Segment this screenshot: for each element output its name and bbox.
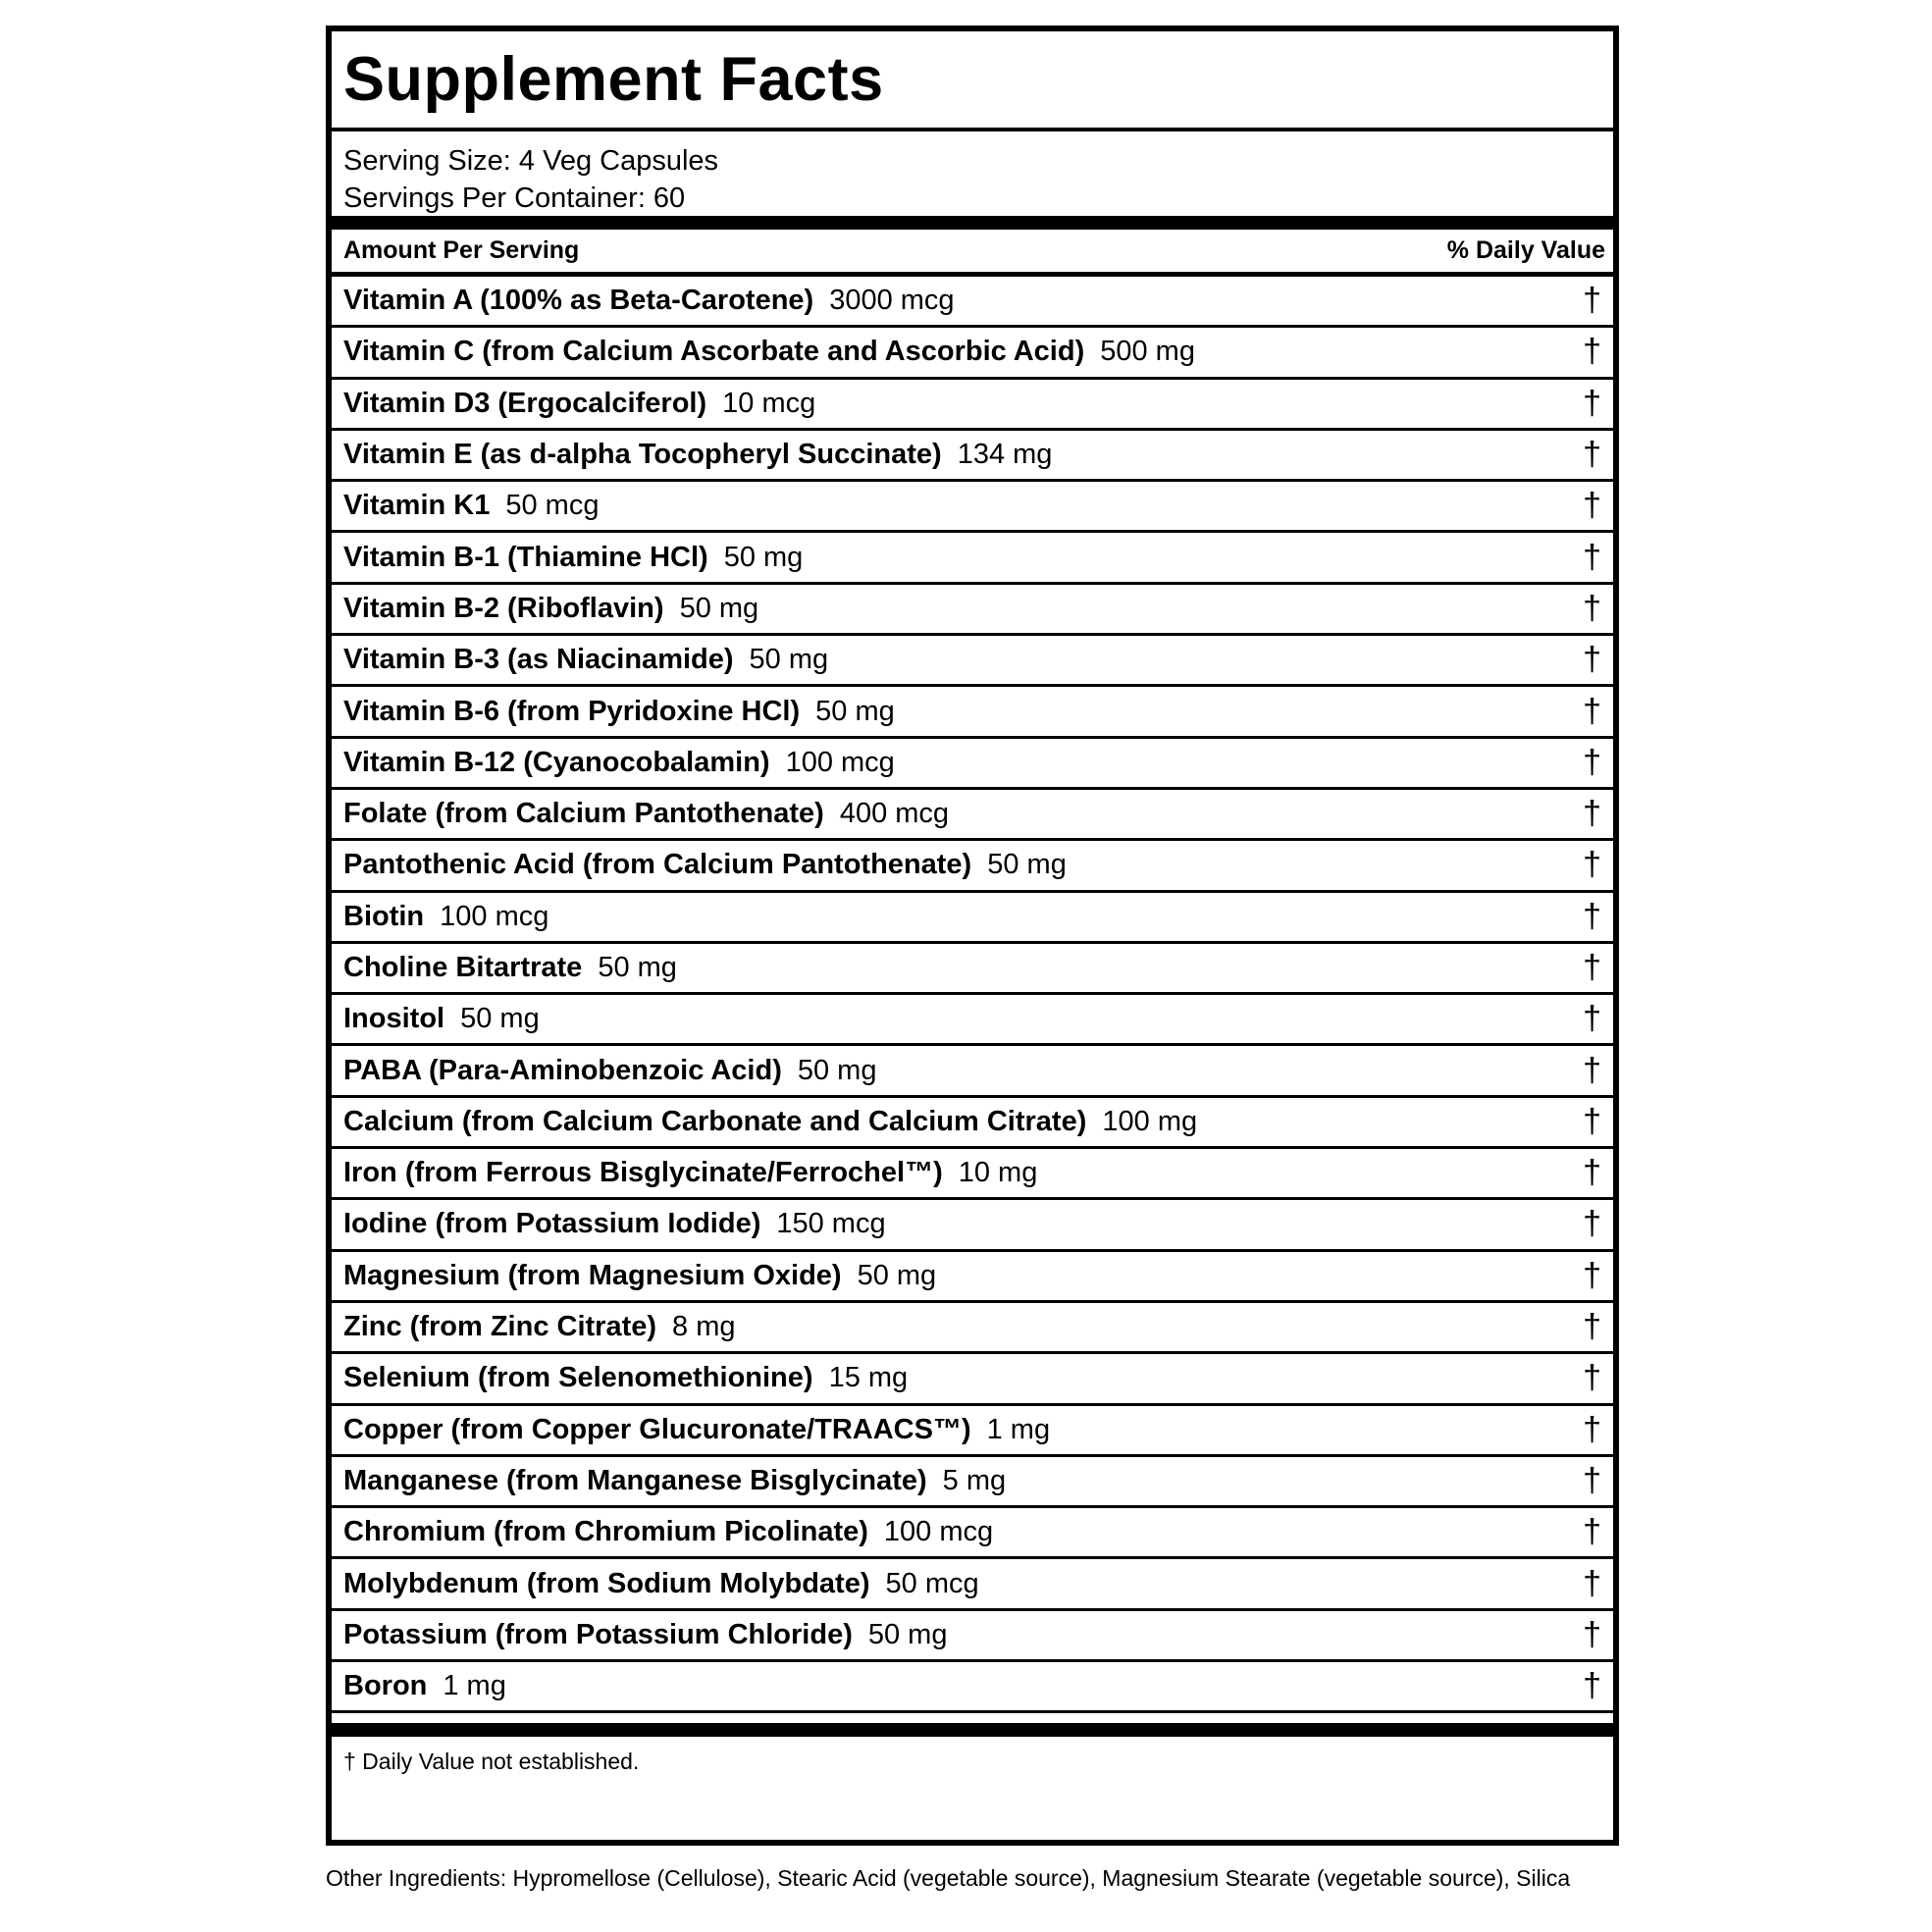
nutrient-row bbox=[332, 585, 1613, 636]
nutrient-amount: 15 mg bbox=[828, 1362, 909, 1394]
nutrient-amount: 400 mcg bbox=[839, 798, 950, 830]
nutrient-name: Calcium (from Calcium Carbonate and Calcium Citrate) bbox=[343, 1105, 1087, 1137]
nutrient-amount: 150 mcg bbox=[776, 1208, 886, 1240]
nutrient-name: Vitamin K1 bbox=[343, 490, 491, 522]
nutrient-amount: 3000 mcg bbox=[829, 285, 955, 317]
nutrient-row bbox=[332, 1406, 1613, 1457]
nutrient-row bbox=[332, 431, 1613, 482]
nutrient-amount: 500 mg bbox=[1100, 336, 1195, 368]
nutrient-label bbox=[343, 1362, 908, 1394]
nutrient-label bbox=[343, 1414, 1050, 1446]
nutrient-amount: 50 mg bbox=[598, 952, 677, 983]
daily-value-dagger: † bbox=[1583, 1564, 1601, 1602]
nutrient-label bbox=[343, 1260, 936, 1292]
daily-value-dagger: † bbox=[1583, 1513, 1601, 1551]
end-spacer bbox=[332, 1713, 1613, 1723]
nutrient-row bbox=[332, 533, 1613, 584]
nutrient-name: Vitamin C (from Calcium Ascorbate and Ascorbic Acid) bbox=[343, 336, 1085, 368]
nutrient-row bbox=[332, 790, 1613, 841]
daily-value-dagger: † bbox=[1583, 1359, 1601, 1397]
daily-value-dagger: † bbox=[1583, 1154, 1601, 1192]
nutrient-label bbox=[343, 1208, 886, 1240]
nutrient-name: Folate (from Calcium Pantothenate) bbox=[343, 798, 824, 830]
daily-value-dagger: † bbox=[1583, 743, 1601, 781]
amount-per-serving-heading: Amount Per Serving bbox=[343, 236, 580, 264]
nutrient-name: Copper (from Copper Glucuronate/TRAACS™) bbox=[343, 1413, 971, 1445]
nutrient-amount: 100 mcg bbox=[440, 900, 549, 932]
daily-value-dagger: † bbox=[1583, 1308, 1601, 1346]
supplement-facts-panel bbox=[326, 26, 1619, 1846]
nutrient-row bbox=[332, 636, 1613, 687]
nutrient-label bbox=[343, 1157, 1037, 1189]
nutrient-label bbox=[343, 490, 599, 522]
nutrient-row bbox=[332, 1252, 1613, 1303]
nutrient-label bbox=[343, 798, 949, 830]
nutrient-label bbox=[343, 747, 895, 779]
daily-value-dagger: † bbox=[1583, 384, 1601, 422]
nutrient-name: Vitamin B-12 (Cyanocobalamin) bbox=[343, 746, 770, 778]
nutrient-name: Vitamin E (as d-alpha Tocopheryl Succinate) bbox=[343, 439, 942, 471]
daily-value-dagger: † bbox=[1583, 1410, 1601, 1448]
nutrient-name: Potassium (from Potassium Chloride) bbox=[343, 1618, 853, 1650]
daily-value-dagger: † bbox=[1583, 487, 1601, 525]
nutrient-label bbox=[343, 542, 803, 574]
daily-value-dagger: † bbox=[1583, 538, 1601, 576]
nutrient-name: Vitamin B-1 (Thiamine HCl) bbox=[343, 541, 708, 573]
nutrient-amount: 50 mg bbox=[987, 849, 1067, 881]
daily-value-dagger: † bbox=[1583, 1667, 1601, 1705]
daily-value-dagger: † bbox=[1583, 1615, 1601, 1653]
nutrient-row bbox=[332, 1508, 1613, 1559]
daily-value-dagger: † bbox=[1583, 1205, 1601, 1243]
daily-value-dagger: † bbox=[1583, 641, 1601, 679]
nutrient-amount: 50 mg bbox=[797, 1054, 877, 1086]
nutrient-row bbox=[332, 1354, 1613, 1405]
nutrient-row bbox=[332, 380, 1613, 431]
nutrient-label bbox=[343, 439, 1052, 471]
nutrient-row bbox=[332, 739, 1613, 790]
column-header bbox=[332, 230, 1613, 277]
nutrient-amount: 50 mcg bbox=[505, 490, 600, 522]
nutrient-label bbox=[343, 336, 1195, 368]
nutrient-name: Vitamin A (100% as Beta-Carotene) bbox=[343, 285, 814, 317]
daily-value-dagger: † bbox=[1583, 589, 1601, 627]
other-ingredients: Other Ingredients: Hypromellose (Cellulose), Stearic Acid (vegetable source), Magnesium Stearate (vegetable source), Silica bbox=[326, 1865, 1571, 1891]
daily-value-heading: % Daily Value bbox=[1446, 236, 1605, 264]
nutrient-row bbox=[332, 841, 1613, 892]
nutrient-amount: 50 mg bbox=[857, 1259, 937, 1291]
nutrient-amount: 10 mcg bbox=[722, 387, 816, 419]
nutrient-amount: 100 mg bbox=[1102, 1105, 1198, 1137]
nutrient-name: PABA (Para-Aminobenzoic Acid) bbox=[343, 1054, 782, 1086]
nutrient-row bbox=[332, 482, 1613, 533]
nutrient-name: Magnesium (from Magnesium Oxide) bbox=[343, 1259, 842, 1291]
nutrient-label bbox=[343, 1619, 947, 1651]
nutrient-label bbox=[343, 952, 677, 984]
nutrient-name: Selenium (from Selenomethionine) bbox=[343, 1362, 813, 1394]
nutrient-amount: 8 mg bbox=[672, 1311, 736, 1343]
nutrient-name: Boron bbox=[343, 1670, 428, 1702]
nutrient-list bbox=[332, 277, 1613, 1713]
nutrient-label bbox=[343, 901, 548, 933]
nutrient-row bbox=[332, 1046, 1613, 1097]
nutrient-row bbox=[332, 1200, 1613, 1251]
nutrient-name: Pantothenic Acid (from Calcium Pantothenate) bbox=[343, 849, 972, 881]
nutrient-row bbox=[332, 277, 1613, 328]
nutrient-label bbox=[343, 696, 895, 728]
nutrient-name: Zinc (from Zinc Citrate) bbox=[343, 1311, 657, 1343]
nutrient-amount: 1 mg bbox=[986, 1413, 1051, 1445]
nutrient-label bbox=[343, 593, 758, 625]
nutrient-amount: 50 mcg bbox=[885, 1567, 979, 1599]
daily-value-dagger: † bbox=[1583, 795, 1601, 833]
nutrient-label bbox=[343, 388, 815, 420]
daily-value-dagger: † bbox=[1583, 1102, 1601, 1140]
nutrient-name: Manganese (from Manganese Bisglycinate) bbox=[343, 1464, 927, 1496]
footnote-divider bbox=[332, 1723, 1613, 1737]
footnote: † Daily Value not established. bbox=[343, 1749, 640, 1775]
nutrient-label bbox=[343, 1106, 1197, 1138]
nutrient-row bbox=[332, 1457, 1613, 1508]
nutrient-row bbox=[332, 1611, 1613, 1662]
nutrient-row bbox=[332, 1559, 1613, 1610]
nutrient-amount: 134 mg bbox=[957, 439, 1053, 471]
servings-per-container: Servings Per Container: 60 bbox=[343, 183, 686, 214]
daily-value-dagger: † bbox=[1583, 1051, 1601, 1089]
nutrient-row bbox=[332, 995, 1613, 1046]
nutrient-amount: 50 mg bbox=[867, 1618, 948, 1650]
nutrient-row bbox=[332, 893, 1613, 944]
nutrient-row bbox=[332, 687, 1613, 738]
nutrient-name: Vitamin D3 (Ergocalciferol) bbox=[343, 387, 707, 419]
nutrient-amount: 50 mg bbox=[723, 541, 804, 573]
serving-info bbox=[332, 131, 1613, 230]
daily-value-dagger: † bbox=[1583, 1256, 1601, 1294]
nutrient-row bbox=[332, 328, 1613, 379]
daily-value-dagger: † bbox=[1583, 949, 1601, 986]
nutrient-label bbox=[343, 1568, 979, 1600]
daily-value-dagger: † bbox=[1583, 436, 1601, 474]
nutrient-row bbox=[332, 1149, 1613, 1200]
serving-size: Serving Size: 4 Veg Capsules bbox=[343, 145, 719, 177]
daily-value-dagger: † bbox=[1583, 1000, 1601, 1038]
nutrient-name: Vitamin B-2 (Riboflavin) bbox=[343, 592, 664, 624]
nutrient-name: Biotin bbox=[343, 900, 425, 932]
daily-value-dagger: † bbox=[1583, 333, 1601, 371]
nutrient-name: Molybdenum (from Sodium Molybdate) bbox=[343, 1567, 870, 1599]
nutrient-name: Iodine (from Potassium Iodide) bbox=[343, 1208, 761, 1240]
nutrient-amount: 1 mg bbox=[443, 1670, 506, 1702]
nutrient-label bbox=[343, 849, 1067, 881]
daily-value-dagger: † bbox=[1583, 282, 1601, 320]
nutrient-row bbox=[332, 1098, 1613, 1149]
nutrient-label bbox=[343, 1516, 993, 1548]
nutrient-row bbox=[332, 1303, 1613, 1354]
daily-value-dagger: † bbox=[1583, 846, 1601, 884]
nutrient-row bbox=[332, 944, 1613, 995]
nutrient-name: Iron (from Ferrous Bisglycinate/Ferrochel™) bbox=[343, 1157, 943, 1189]
nutrient-name: Chromium (from Chromium Picolinate) bbox=[343, 1516, 868, 1548]
nutrient-label bbox=[343, 1311, 736, 1343]
nutrient-name: Inositol bbox=[343, 1003, 445, 1035]
nutrient-amount: 50 mg bbox=[815, 695, 895, 727]
panel-title: Supplement Facts bbox=[332, 31, 1613, 131]
nutrient-amount: 50 mg bbox=[460, 1003, 540, 1035]
nutrient-amount: 100 mcg bbox=[883, 1516, 994, 1548]
nutrient-amount: 5 mg bbox=[942, 1464, 1007, 1496]
nutrient-label bbox=[343, 1003, 540, 1035]
daily-value-dagger: † bbox=[1583, 1461, 1601, 1499]
daily-value-dagger: † bbox=[1583, 897, 1601, 935]
nutrient-label bbox=[343, 1670, 506, 1702]
nutrient-name: Vitamin B-3 (as Niacinamide) bbox=[343, 644, 734, 676]
nutrient-amount: 100 mcg bbox=[785, 746, 895, 778]
nutrient-label bbox=[343, 285, 955, 317]
nutrient-label bbox=[343, 1465, 1006, 1497]
nutrient-name: Choline Bitartrate bbox=[343, 952, 583, 983]
nutrient-amount: 10 mg bbox=[958, 1157, 1038, 1189]
daily-value-dagger: † bbox=[1583, 692, 1601, 730]
nutrient-amount: 50 mg bbox=[679, 592, 759, 624]
nutrient-row bbox=[332, 1662, 1613, 1713]
nutrient-label bbox=[343, 644, 828, 676]
nutrient-name: Vitamin B-6 (from Pyridoxine HCl) bbox=[343, 695, 801, 727]
nutrient-label bbox=[343, 1055, 876, 1087]
nutrient-amount: 50 mg bbox=[749, 644, 829, 676]
